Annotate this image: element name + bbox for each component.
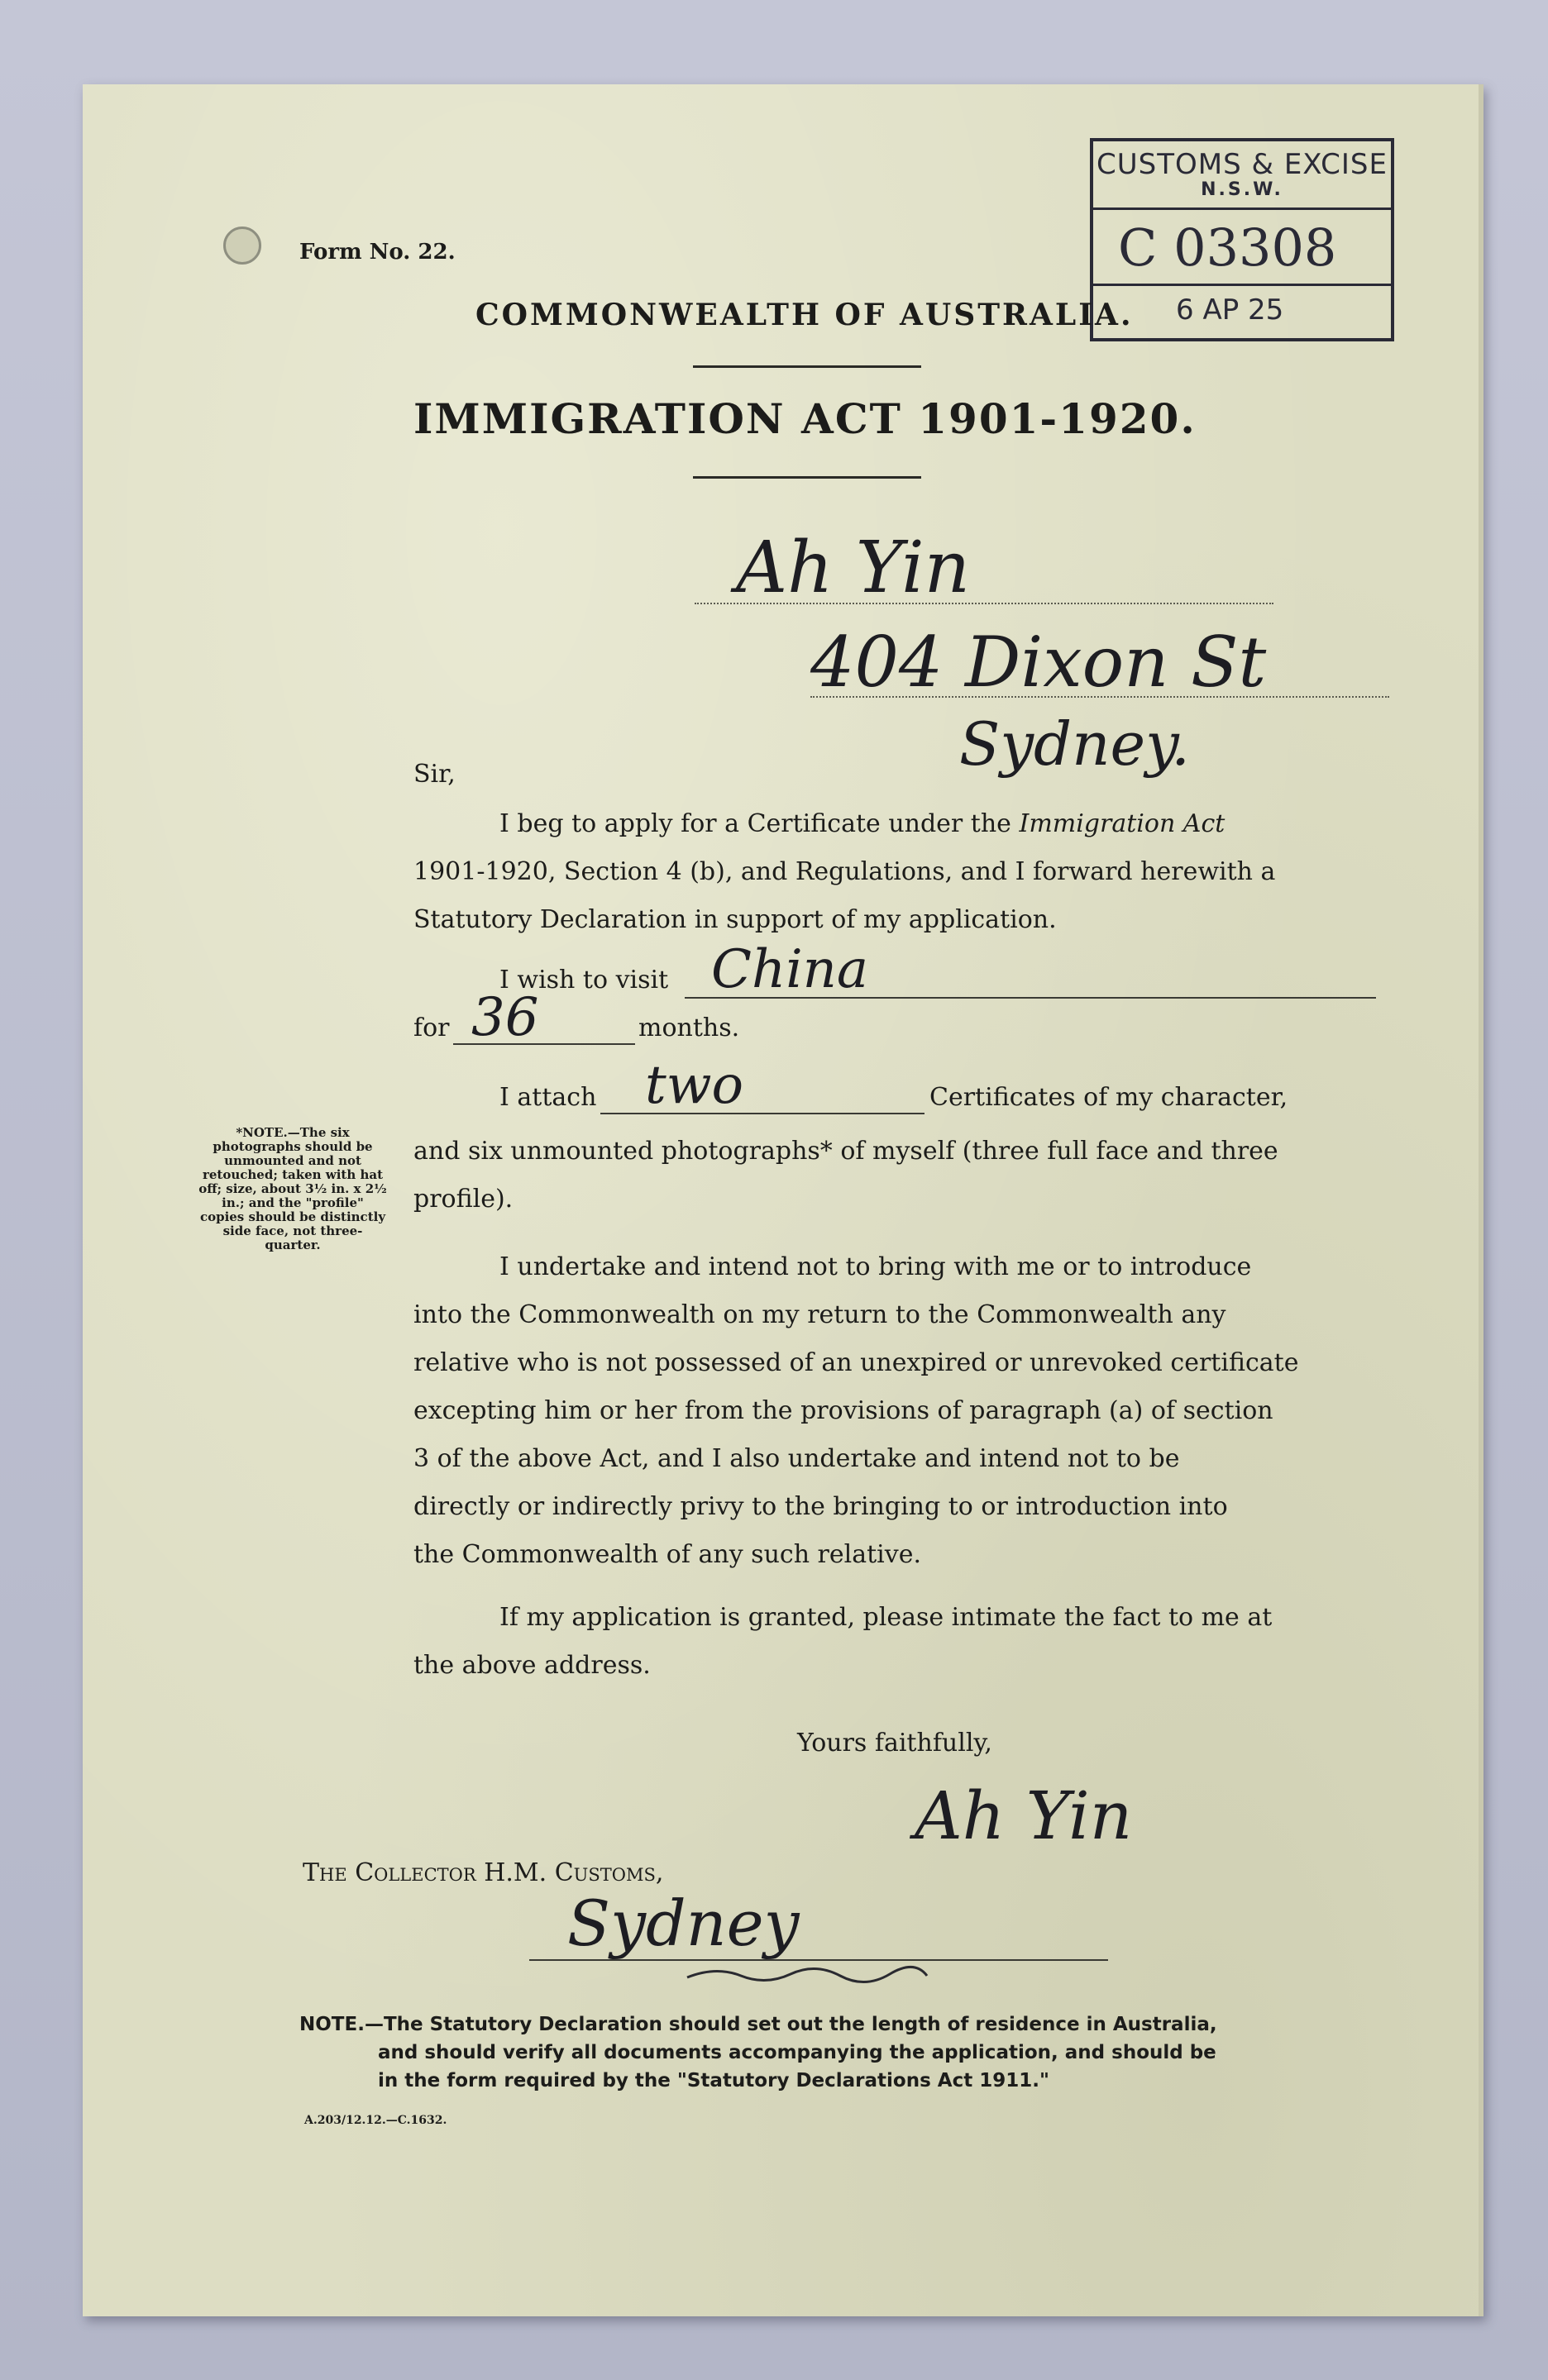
paragraph-photos	[413, 1128, 1393, 1223]
undertake-line7: the Commonwealth of any such relative.	[413, 1540, 922, 1569]
p1-line3: Statutory Declaration in support of my application.	[413, 905, 1057, 934]
paragraph-undertaking	[413, 1243, 1393, 1579]
attach-label: I attach	[499, 1083, 597, 1112]
photos-line1: and six unmounted photographs* of myself (three full face and three	[413, 1137, 1278, 1166]
applicant-signature: Ah Yin	[915, 1777, 1133, 1854]
stamp-date: 6 AP 25	[1176, 293, 1284, 327]
for-label: for	[413, 1014, 450, 1042]
p1-text-a: I beg to apply for a Certificate under the	[499, 809, 1020, 838]
undertake-line3: relative who is not possessed of an unexpired or unrevoked certificate	[413, 1348, 1299, 1377]
side-note-photos: *NOTE.—The six photographs should be unmounted and not retouched; taken with hat off; size, about 3½ in. x 2½ in.; and the "profile" copies should be distinctly side face, not three-quarter.	[198, 1125, 387, 1252]
applicant-city: Sydney.	[959, 709, 1191, 779]
final-note	[299, 2010, 1440, 2095]
print-code: A.203/12.12.—C.1632.	[304, 2114, 447, 2127]
paragraph-application	[413, 800, 1393, 944]
undertake-line5: 3 of the above Act, and I also undertake and intend not to be	[413, 1444, 1180, 1473]
paragraph-granted	[413, 1594, 1393, 1690]
applicant-name: Ah Yin	[736, 527, 970, 609]
header-title: IMMIGRATION ACT 1901-1920.	[413, 394, 1197, 443]
applicant-address: 404 Dixon St	[810, 622, 1267, 703]
collector-title: The Collector H.M. Customs,	[303, 1858, 664, 1887]
closing: Yours faithfully,	[797, 1729, 992, 1758]
collector-city: Sydney	[567, 1886, 800, 1960]
stamp-divider	[1093, 207, 1391, 210]
undertake-line6: directly or indirectly privy to the bringing to or introduction into	[413, 1492, 1228, 1521]
salutation: Sir,	[413, 760, 456, 789]
undertake-line2: into the Commonwealth on my return to the Commonwealth any	[413, 1300, 1226, 1329]
photos-line2: profile).	[413, 1185, 514, 1214]
attach-count: two	[645, 1055, 744, 1116]
visit-destination: China	[711, 939, 869, 1000]
header-rule-bottom	[693, 476, 921, 479]
months-value: 36	[471, 987, 539, 1048]
flourish-underline	[683, 1963, 931, 1987]
punch-hole	[223, 227, 261, 265]
attach-suffix: Certificates of my character,	[929, 1083, 1288, 1112]
header-rule-top	[693, 365, 921, 368]
final-note-line2: and should verify all documents accompanying the application, and should be	[378, 2042, 1216, 2063]
granted-line1: If my application is granted, please intimate the fact to me at	[499, 1603, 1273, 1632]
granted-line2: the above address.	[413, 1651, 651, 1680]
customs-stamp	[1090, 138, 1394, 341]
form-number: Form No. 22.	[299, 240, 456, 265]
final-note-line3: in the form required by the "Statutory Declarations Act 1911."	[378, 2070, 1049, 2091]
p1-line2: 1901-1920, Section 4 (b), and Regulations, and I forward herewith a	[413, 857, 1276, 886]
stamp-divider-2	[1093, 284, 1391, 286]
stamp-number: C 03308	[1118, 217, 1337, 278]
undertake-line4: excepting him or her from the provisions of paragraph (a) of section	[413, 1396, 1273, 1425]
header-commonwealth: COMMONWEALTH OF AUSTRALIA.	[475, 298, 1134, 332]
document-page	[83, 84, 1484, 2316]
undertake-line1: I undertake and intend not to bring with me or to introduce	[499, 1252, 1252, 1281]
final-note-line1: NOTE.—The Statutory Declaration should set out the length of residence in Australia,	[299, 2014, 1217, 2035]
months-label: months.	[638, 1014, 740, 1042]
stamp-line2: N.S.W.	[1201, 179, 1283, 200]
stamp-line1: CUSTOMS & EXCISE	[1096, 148, 1388, 181]
visit-label: I wish to visit	[499, 966, 669, 994]
p1-act-name: Immigration Act	[1019, 809, 1226, 838]
